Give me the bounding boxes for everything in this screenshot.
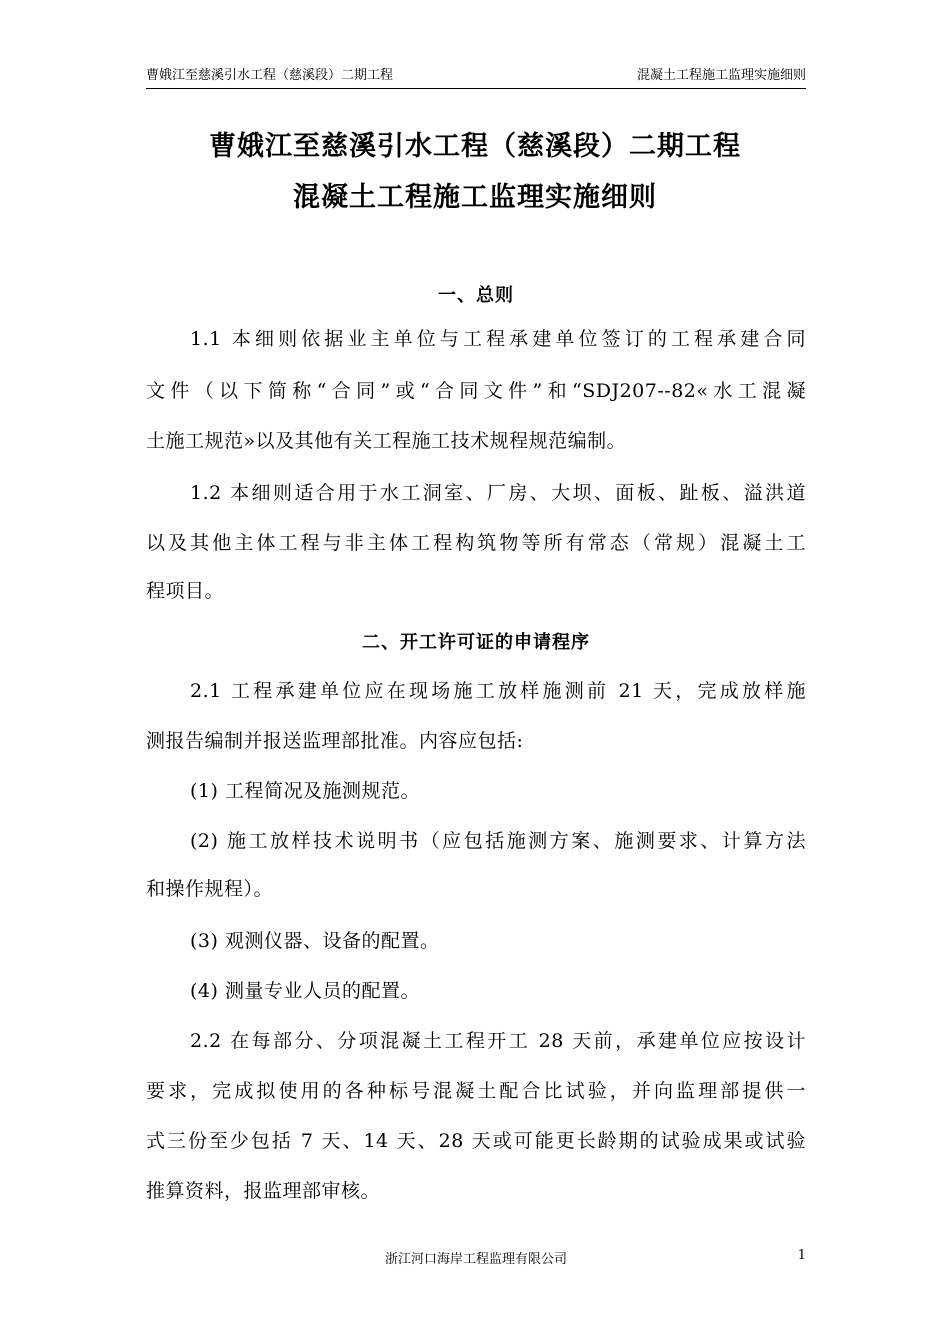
page-number: 1 (797, 1248, 806, 1263)
paragraph-1-1-line1: 1.1 本细则依据业主单位与工程承建单位签订的工程承建合同 (190, 328, 806, 350)
section-heading-2: 二、开工许可证的申请程序 (362, 632, 590, 653)
page-header (146, 66, 806, 89)
paragraph-1-2-line2: 以及其他主体工程与非主体工程构筑物等所有常态（常规）混凝土工 (146, 532, 806, 554)
list-item-2-line2: 和操作规程）。 (146, 878, 274, 900)
paragraph-2-1-line2: 测报告编制并报送监理部批准。内容应包括: (146, 730, 524, 752)
paragraph-2-2-line2: 要求，完成拟使用的各种标号混凝土配合比试验，并向监理部提供一 (146, 1080, 806, 1102)
paragraph-1-2-line3: 程项目。 (146, 580, 225, 602)
document-title-line2: 混凝土工程施工监理实施细则 (293, 182, 657, 213)
paragraph-1-1-line2: 文件（以下简称“合同”或“合同文件”和“SDJ207--82«水工混凝 (146, 380, 806, 402)
paragraph-2-2-line3: 式三份至少包括 7 天、14 天、28 天或可能更长龄期的试验成果或试验 (146, 1130, 806, 1152)
paragraph-1-1-line3: 土施工规范»以及其他有关工程施工技术规程规范编制。 (146, 430, 627, 452)
list-item-4: (4) 测量专业人员的配置。 (190, 980, 420, 1002)
section-heading-1: 一、总则 (438, 285, 514, 306)
paragraph-1-2-line1: 1.2 本细则适合用于水工洞室、厂房、大坝、面板、趾板、溢洪道 (190, 482, 806, 504)
header-right-text: 混凝土工程施工监理实施细则 (636, 68, 806, 83)
header-left-text: 曹娥江至慈溪引水工程（慈溪段）二期工程 (146, 68, 394, 83)
document-title-line1: 曹娥江至慈溪引水工程（慈溪段）二期工程 (209, 131, 741, 162)
paragraph-2-2-line1: 2.2 在每部分、分项混凝土工程开工 28 天前，承建单位应按设计 (190, 1030, 806, 1052)
paragraph-2-2-line4: 推算资料，报监理部审核。 (146, 1180, 381, 1202)
list-item-3: (3) 观测仪器、设备的配置。 (190, 930, 440, 952)
paragraph-2-1-line1: 2.1 工程承建单位应在现场施工放样施测前 21 天，完成放样施 (190, 680, 806, 702)
footer-company: 浙江河口海岸工程监理有限公司 (384, 1252, 567, 1267)
list-item-1: (1) 工程简况及施测规范。 (190, 780, 420, 802)
list-item-2-line1: (2) 施工放样技术说明书（应包括施测方案、施测要求、计算方法 (190, 830, 806, 852)
